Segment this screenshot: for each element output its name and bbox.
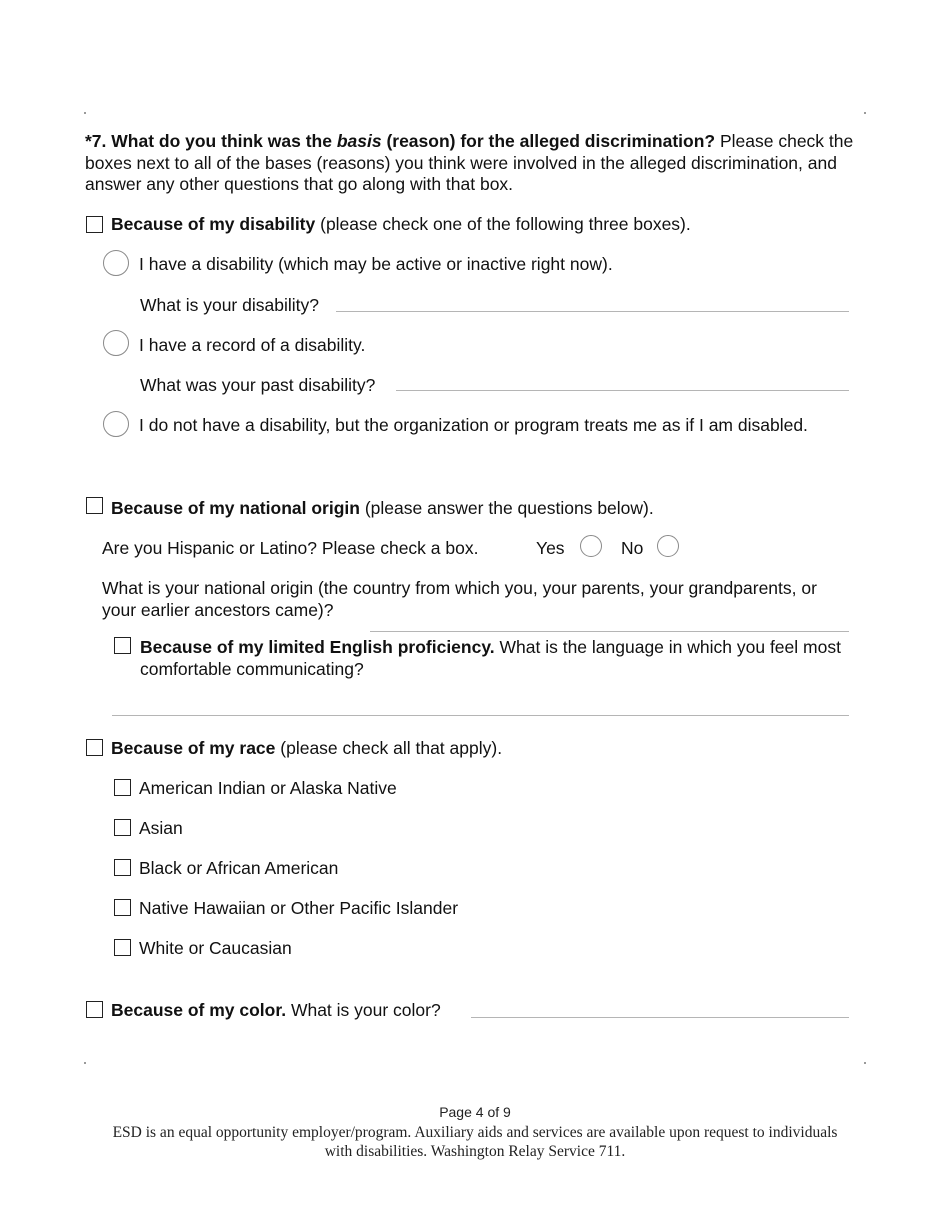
race-option-checkbox[interactable] [114, 859, 131, 876]
race-option-checkbox[interactable] [114, 819, 131, 836]
disability-option-active-label: I have a disability (which may be active or inactive right now). [139, 254, 613, 274]
race-option-label: American Indian or Alaska Native [139, 778, 397, 798]
disability-option-record-radio[interactable] [103, 330, 129, 356]
race-option-label: Black or African American [139, 858, 339, 878]
hispanic-question: Are you Hispanic or Latino? Please check a box. [102, 538, 479, 558]
disability-heading: Because of my disability (please check one of the following three boxes). [111, 214, 691, 234]
national-origin-checkbox[interactable] [86, 497, 103, 514]
past-disability-answer-line[interactable] [396, 390, 849, 391]
disability-option-record-label: I have a record of a disability. [139, 335, 366, 355]
race-option-checkbox[interactable] [114, 779, 131, 796]
color-answer-line[interactable] [471, 1017, 849, 1018]
question-title: *7. What do you think was the basis (reason) for the alleged discrimination? [85, 131, 716, 151]
disability-answer-line[interactable] [336, 311, 849, 312]
hispanic-no-label: No [621, 538, 644, 558]
disability-checkbox[interactable] [86, 216, 103, 233]
disability-prompt: What is your disability? [140, 295, 319, 315]
disability-option-active-radio[interactable] [103, 250, 129, 276]
disability-option-regarded-radio[interactable] [103, 411, 129, 437]
origin-question: What is your national origin (the country from which you, your parents, your grandparents, or your earlier ancestors came)? [102, 578, 817, 620]
corner-mark [84, 112, 86, 114]
race-checkbox[interactable] [86, 739, 103, 756]
hispanic-yes-radio[interactable] [580, 535, 602, 557]
race-heading: Because of my race (please check all that apply). [111, 738, 503, 758]
footer-note: ESD is an equal opportunity employer/program. Auxiliary aids and services are available upon request to individuals with disabilities. Washington Relay Service 711. [112, 1124, 838, 1160]
past-disability-prompt: What was your past disability? [140, 375, 376, 395]
question-instruction: Please check the boxes next to all of the bases (reasons) you think were involved in the alleged discrimination, and answer any other questions that go along with that box. [85, 131, 854, 194]
national-origin-heading: Because of my national origin (please answer the questions below). [111, 498, 654, 518]
race-option-label: Native Hawaiian or Other Pacific Islander [139, 898, 459, 918]
color-heading: Because of my color. What is your color? [111, 1000, 441, 1020]
page-number: Page 4 of 9 [439, 1104, 511, 1120]
origin-answer-line[interactable] [370, 631, 849, 632]
hispanic-yes-label: Yes [536, 538, 565, 558]
corner-mark [84, 1062, 86, 1064]
disability-option-regarded-label: I do not have a disability, but the organization or program treats me as if I am disabled. [139, 415, 808, 435]
lep-text: Because of my limited English proficiency. What is the language in which you feel most comfortable communicating? [140, 637, 841, 679]
corner-mark [864, 112, 866, 114]
color-checkbox[interactable] [86, 1001, 103, 1018]
question-7 [85, 131, 855, 196]
race-option-checkbox[interactable] [114, 939, 131, 956]
language-answer-line[interactable] [112, 715, 849, 716]
race-option-checkbox[interactable] [114, 899, 131, 916]
corner-mark [864, 1062, 866, 1064]
hispanic-no-radio[interactable] [657, 535, 679, 557]
lep-checkbox[interactable] [114, 637, 131, 654]
race-option-label: Asian [139, 818, 183, 838]
race-option-label: White or Caucasian [139, 938, 292, 958]
